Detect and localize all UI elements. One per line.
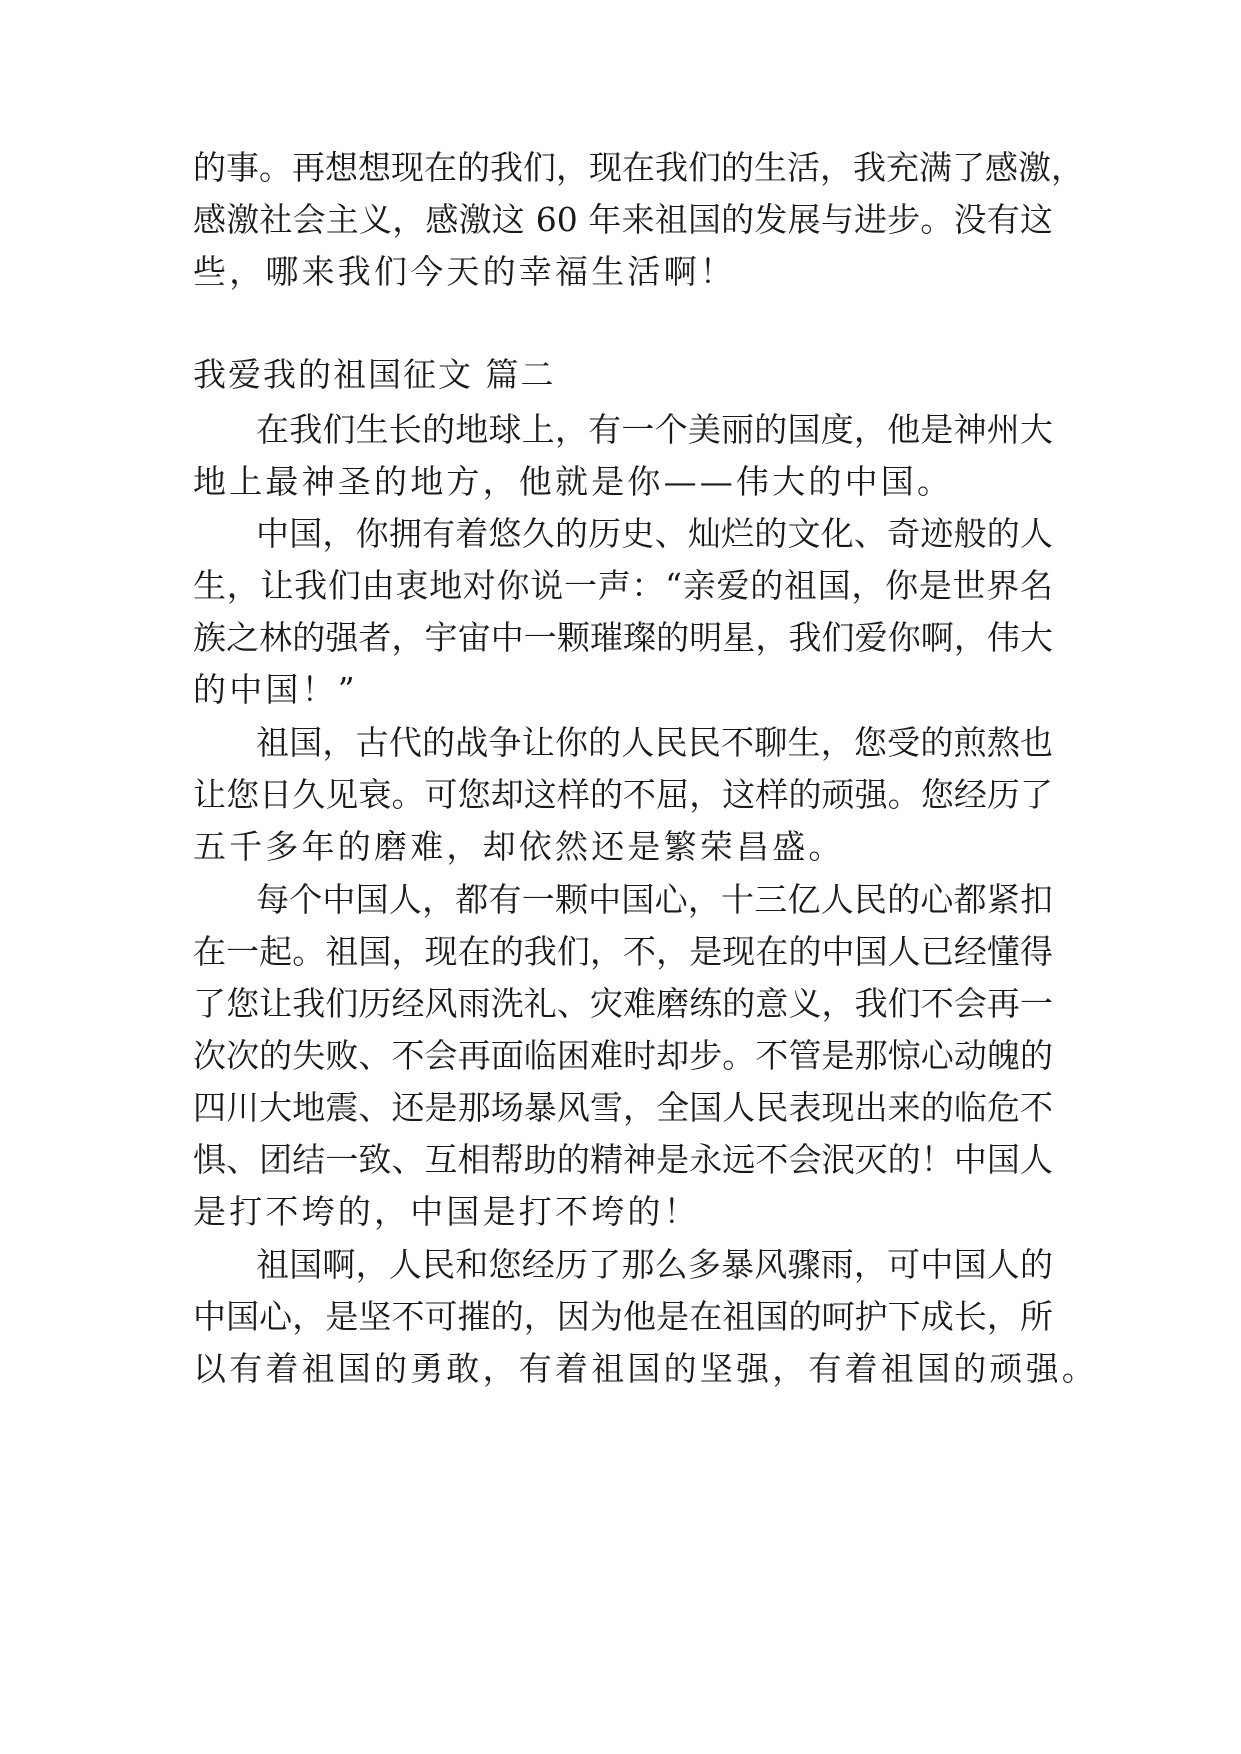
text-line: 在我们生长的地球上，有一个美丽的国度，他是神州大 xyxy=(256,410,1053,449)
text-line: 族之林的强者，宇宙中一颗璀璨的明星，我们爱你啊，伟大 xyxy=(193,618,1053,657)
text-line: 是打不垮的，中国是打不垮的！ xyxy=(193,1192,700,1231)
text-line: 些，哪来我们今天的幸福生活啊！ xyxy=(193,252,736,291)
text-line: 中国，你拥有着悠久的历史、灿烂的文化、奇迹般的人 xyxy=(256,514,1053,553)
text-line: 了您让我们历经风雨洗礼、灾难磨练的意义，我们不会再一 xyxy=(193,984,1053,1023)
text-line: 五千多年的磨难，却依然还是繁荣昌盛。 xyxy=(193,827,845,866)
text-line: 的中国！” xyxy=(193,670,358,709)
text-line: 地上最神圣的地方，他就是你——伟大的中国。 xyxy=(193,462,954,501)
text-line: 在一起。祖国，现在的我们，不，是现在的中国人已经懂得 xyxy=(193,932,1053,971)
text-line: 祖国啊，人民和您经历了那么多暴风骤雨，可中国人的 xyxy=(256,1245,1053,1284)
section-title: 我爱我的祖国征文 篇二 xyxy=(193,355,556,394)
text-line: 的事。再想想现在的我们，现在我们的生活，我充满了感激， xyxy=(193,148,1084,187)
text-line: 每个中国人，都有一颗中国心，十三亿人民的心都紧扣 xyxy=(256,880,1053,919)
text-line: 生，让我们由衷地对你说一声：“亲爱的祖国，你是世界名 xyxy=(193,566,1053,605)
text-line: 次次的失败、不会再面临困难时却步。不管是那惊心动魄的 xyxy=(193,1036,1053,1075)
text-line: 中国心，是坚不可摧的，因为他是在祖国的呵护下成长，所 xyxy=(193,1297,1053,1336)
text-line: 让您日久见衰。可您却这样的不屈，这样的顽强。您经历了 xyxy=(193,775,1053,814)
text-line: 惧、团结一致、互相帮助的精神是永远不会泯灭的！中国人 xyxy=(193,1140,1053,1179)
text-line: 以有着祖国的勇敢，有着祖国的坚强，有着祖国的顽强。 xyxy=(193,1349,1098,1388)
text-line: 祖国，古代的战争让你的人民民不聊生，您受的煎熬也 xyxy=(256,723,1053,762)
text-line: 四川大地震、还是那场暴风雪，全国人民表现出来的临危不 xyxy=(193,1088,1053,1127)
text-line: 感激社会主义，感激这 60 年来祖国的发展与进步。没有这 xyxy=(193,200,1053,239)
